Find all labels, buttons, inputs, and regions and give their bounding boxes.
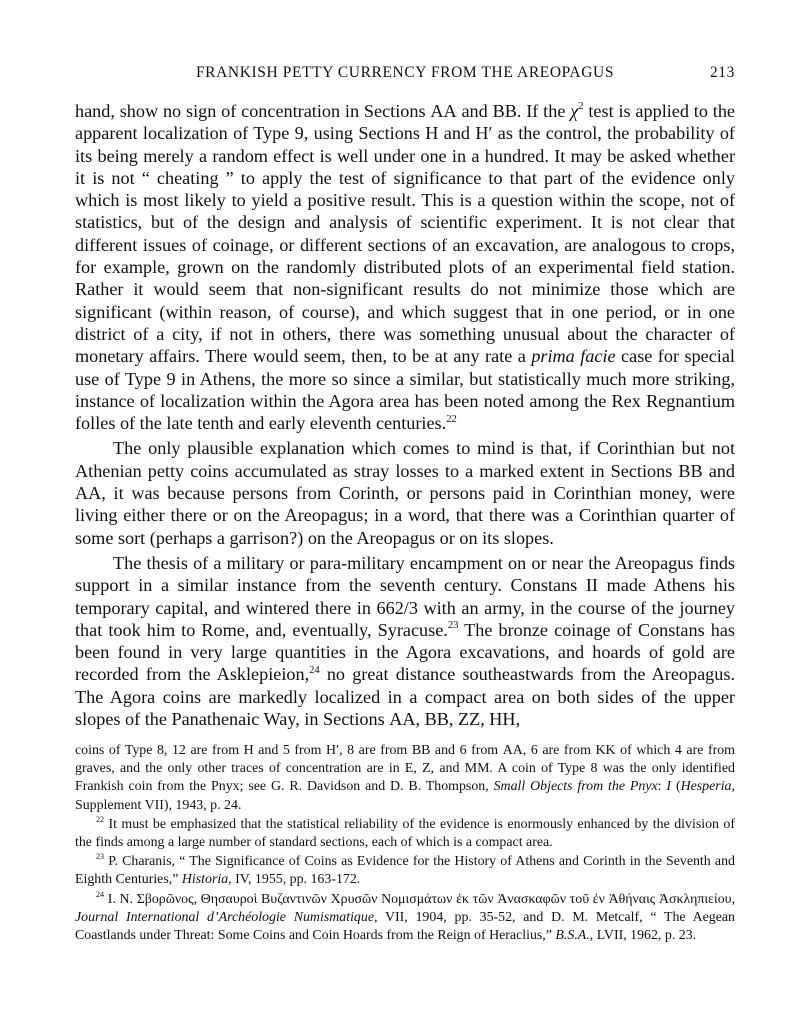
text-run: case for special use of Type 9 in Athens, the more so since a similar, but statistically much more striking, instance of localization within the Agora area has been noted among the Rex Regnantium folles of the late tenth and early eleventh centuries. — [75, 346, 735, 434]
text-run: , 6 are from — [522, 743, 596, 758]
text-run: and — [702, 460, 736, 481]
footnotes — [75, 742, 735, 946]
section-label: AA — [389, 709, 416, 730]
italic-phrase: prima facie — [531, 346, 616, 367]
text-run: The only plausible explanation which comes to mind is that, if Corinthian but not Athenian petty coins accumulated as stray losses to a marked extent in Sections — [75, 438, 735, 481]
greek-title: Σβορῶνος, Θησαυροὶ Βυζαντινῶν Χρυσῶν Νομισμάτων ἐκ τῶν Ἀνασκαφῶν τοῦ ἐν Ἀθήναις Ἀσκληπιείου, — [136, 891, 736, 907]
text-run: ( — [671, 779, 681, 795]
running-title: FRANKISH PETTY CURRENCY FROM THE AREOPAGUS — [195, 64, 615, 81]
section-label: BB — [678, 460, 703, 481]
text-run: , it was because persons from Corinth, or persons paid in Corinthian money, were living either there or on the Areopagus; in a word, that there was a Corinthian quarter of some sort (perhaps a garrison?) on the Areopagus or on its slopes. — [75, 483, 735, 548]
chi-symbol: χ — [570, 101, 579, 121]
paragraph-1 — [75, 100, 735, 434]
italic-title: I — [666, 779, 672, 795]
footnote-number: 23 — [96, 852, 105, 862]
text-run: The thesis of a military or para-military encampment on or near the Areopagus finds support in a similar instance from the seventh century. Constans II made Athens his temporary capital, and wintered there in 662/3 with an army, in the course of the journey that took him to Rome, and, eventually, Syracuse. — [75, 552, 735, 640]
footnote-continuation — [75, 742, 735, 815]
section-label: KK — [595, 743, 616, 758]
text-run: , Supplement VII), 1943, p. 24. — [75, 779, 735, 813]
footnote-number: 24 — [96, 889, 105, 899]
text-run: P. Charanis, “ The Significance of Coins as Evidence for the History of Athens and Corinth in the Seventh and Eighth Centuries,” — [75, 854, 735, 888]
footnote-23 — [75, 853, 735, 889]
text-run: . A coin of Type 8 was the only identified Frankish coin from the Pnyx; see G. R. Davidson and D. B. Thompson, — [75, 761, 735, 795]
text-run: , — [480, 709, 490, 730]
paragraph-3 — [75, 552, 735, 730]
text-run: hand, show no sign of concentration in Sections — [75, 101, 431, 121]
text-run: coins of Type 8, 12 are from — [75, 743, 244, 758]
section-label: MM — [464, 761, 490, 777]
text-run: , and — [430, 761, 465, 777]
section-label: H′ — [475, 123, 493, 144]
section-label: BB — [411, 743, 431, 758]
section-label: BB — [492, 101, 517, 121]
text-run: as the control, the probability of its being merely a random effect is well under one in a hundred. It may be asked whether it is not “ cheating ” to apply the test of significance to that part of the evidence only which is most likely to yield a positive result. This is a question within the scope, not of statistics, but of the design and analysis of scientific experiment. It is not clear that different issues of coinage, or different sections of an excavation, are analogous to crops, for example, grown on the randomly distributed plots of an experimental field station. Rather it would seem that non-significant results do not minimize those which are significant (within reason, of course), and which suggest that in one period, or in one district of a city, if not in others, there was something unusual about the character of monetary affairs. There would seem, then, to be at any rate a — [75, 123, 735, 367]
section-label: ZZ — [457, 709, 481, 730]
text-run: , — [448, 709, 458, 730]
footnote-text: It must be emphasized that the statistical reliability of the evidence is enormously enhanced by the division of the finds among a large number of standard sections, each of which is a compact area. — [75, 816, 735, 851]
section-label: H — [243, 743, 254, 758]
text-run: and — [438, 123, 476, 144]
section-label: AA — [75, 483, 102, 504]
footnote-ref-22[interactable]: 22 — [446, 413, 457, 425]
text-run: no great distance southeastwards from the Areopagus. The Agora coins are markedly localized in a compact area on both sides of the upper slopes of the Panathenaic Way, in Sections — [75, 664, 735, 730]
italic-title: B.S.A. — [555, 928, 590, 944]
running-header — [75, 64, 735, 88]
section-label: E — [404, 761, 414, 777]
section-label: AA — [430, 101, 457, 121]
section-label: H′ — [326, 743, 340, 758]
section-label: H — [425, 123, 439, 144]
text-run: , — [515, 709, 521, 730]
footnote-22 — [75, 816, 735, 852]
text-run: : — [657, 779, 667, 795]
text-run: , 8 are from — [339, 743, 412, 758]
text-run: test is applied to the apparent localization of Type 9, using Sections — [75, 101, 735, 144]
footnote-number: 22 — [96, 814, 105, 824]
text-run: , — [413, 761, 423, 777]
footnote-ref-23[interactable]: 23 — [447, 620, 459, 632]
section-label: BB — [424, 709, 449, 730]
text-run: . If the — [516, 101, 571, 121]
main-text — [75, 100, 735, 730]
text-run: I. N. — [104, 891, 137, 907]
page-number: 213 — [709, 64, 735, 81]
text-run: and 6 from — [430, 743, 503, 758]
text-run: The bronze coinage of Constans has been found in very large quantities in the Agora excavations, and hoards of gold are recorded from the Asklepieion, — [75, 619, 735, 685]
text-run: , VII, 1904, pp. 35-52, and D. M. Metcalf, “ The Aegean Coastlands under Threat: Some Coins and Coin Hoards from the Reign of Heraclius,” — [75, 909, 735, 944]
text-run: and 5 from — [253, 743, 326, 758]
text-run: , IV, 1955, pp. 163-172. — [228, 872, 361, 888]
section-label: Z — [422, 761, 431, 777]
section-label: HH — [489, 709, 516, 730]
text-run: , — [415, 709, 425, 730]
italic-title: Small Objects from the Pnyx — [493, 779, 658, 795]
footnote-24 — [75, 891, 735, 946]
chi-exponent: 2 — [578, 101, 584, 113]
footnote-ref-24[interactable]: 24 — [309, 664, 320, 676]
italic-title: Journal International d’Archéologie Numismatique — [75, 909, 374, 925]
text-run: and — [456, 101, 493, 121]
text-run: of which 4 are from graves, and the only other traces of concentration are in — [75, 743, 735, 777]
italic-title: Hesperia — [680, 779, 732, 795]
paragraph-2 — [75, 437, 735, 548]
text-run: , LVII, 1962, p. 23. — [589, 928, 697, 944]
italic-title: Historia — [181, 872, 229, 888]
section-label: AA — [502, 743, 523, 758]
